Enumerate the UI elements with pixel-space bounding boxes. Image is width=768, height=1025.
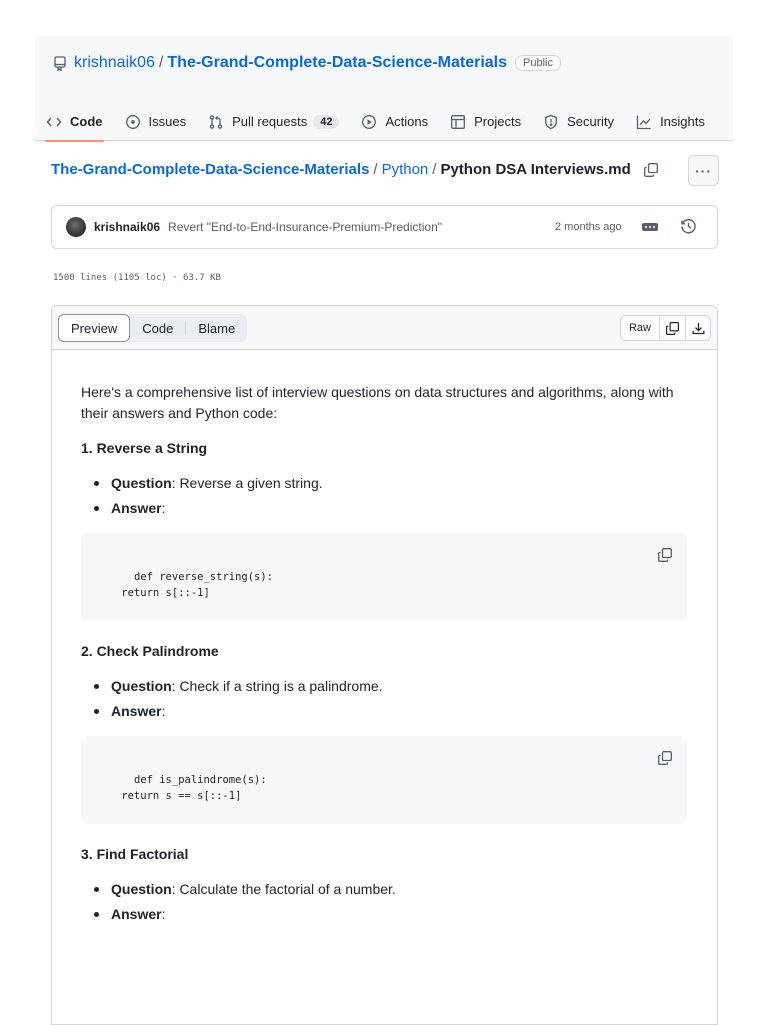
copy-path-icon[interactable] — [643, 162, 659, 178]
list-item — [111, 473, 687, 494]
file-viewer — [51, 305, 718, 1025]
breadcrumb-file-name: Python DSA Interviews.md — [440, 161, 631, 178]
graph-icon — [636, 114, 652, 130]
qa-list — [81, 676, 687, 722]
markdown-body — [52, 350, 717, 925]
pull-request-icon — [208, 114, 224, 130]
avatar[interactable] — [66, 217, 86, 237]
pull-requests-count: 42 — [313, 115, 339, 129]
commit-message-link[interactable]: Revert "End-to-End-Insurance-Premium-Prediction" — [168, 220, 443, 234]
view-mode-switch — [58, 314, 247, 342]
commit-author-link[interactable]: krishnaik06 — [94, 220, 161, 234]
file-meta: 1500 lines (1105 loc) · 63.7 KB — [53, 273, 221, 283]
repo-name-link[interactable]: The-Grand-Complete-Data-Science-Materials — [167, 54, 508, 71]
tab-actions-label: Actions — [385, 114, 429, 129]
commit-time[interactable]: 2 months ago — [555, 221, 622, 233]
tab-code[interactable] — [35, 102, 114, 141]
repo-owner-link[interactable]: krishnaik06 — [74, 54, 155, 71]
table-icon — [450, 114, 466, 130]
code-icon — [46, 114, 62, 130]
blame-button[interactable]: Blame — [198, 320, 236, 336]
download-icon[interactable] — [685, 316, 710, 340]
breadcrumb-separator: / — [432, 161, 437, 178]
code-text: def reverse_string(s): return s[::-1] — [121, 571, 274, 599]
ellipsis-icon[interactable] — [642, 223, 658, 231]
list-item — [111, 904, 687, 925]
history-icon[interactable] — [680, 218, 697, 235]
answer-suffix: : — [161, 500, 166, 516]
list-item — [111, 676, 687, 697]
tab-actions[interactable] — [350, 102, 439, 141]
tab-security[interactable] — [532, 102, 625, 141]
code-block — [81, 736, 687, 824]
tab-pull-requests-label: Pull requests — [232, 114, 308, 129]
list-item — [111, 701, 687, 722]
issue-icon — [125, 114, 141, 130]
tab-insights-label: Insights — [660, 114, 705, 129]
question-text: : Reverse a given string. — [171, 475, 323, 491]
answer-suffix: : — [161, 703, 166, 719]
repo-header — [35, 36, 733, 141]
code-block — [81, 533, 687, 621]
tab-projects[interactable] — [439, 102, 532, 141]
repo-title-separator: / — [158, 54, 164, 71]
tab-pull-requests[interactable] — [197, 102, 350, 141]
section-heading: 2. Check Palindrome — [81, 643, 219, 659]
play-icon — [361, 114, 377, 130]
copy-code-icon[interactable] — [657, 750, 673, 766]
question-label: Question — [111, 475, 172, 491]
answer-label: Answer — [111, 906, 162, 922]
code-text: def is_palindrome(s): return s == s[::-1] — [121, 774, 267, 802]
list-item — [111, 879, 687, 900]
copy-raw-icon[interactable] — [660, 316, 685, 340]
raw-actions — [620, 315, 711, 341]
answer-suffix: : — [161, 906, 166, 922]
latest-commit-bar — [51, 205, 718, 249]
code-view-button[interactable]: Code — [142, 320, 174, 336]
list-item — [111, 498, 687, 519]
breadcrumb — [51, 161, 659, 178]
breadcrumb-folder-link[interactable]: Python — [381, 161, 429, 178]
copy-code-icon[interactable] — [657, 547, 673, 563]
raw-button[interactable]: Raw — [621, 316, 660, 340]
answer-label: Answer — [111, 500, 162, 516]
tab-projects-label: Projects — [474, 114, 522, 129]
answer-label: Answer — [111, 703, 162, 719]
breadcrumb-separator: / — [373, 161, 378, 178]
qa-list — [81, 473, 687, 519]
visibility-badge: Public — [515, 55, 561, 71]
repo-icon — [52, 55, 68, 71]
tab-insights[interactable] — [625, 102, 716, 141]
preview-button[interactable]: Preview — [58, 314, 130, 342]
qa-list — [81, 879, 687, 925]
question-label: Question — [111, 881, 172, 897]
more-options-button[interactable] — [688, 155, 719, 186]
tab-issues-label: Issues — [148, 114, 187, 129]
shield-icon — [543, 114, 559, 130]
file-toolbar — [52, 306, 717, 350]
intro-paragraph: Here's a comprehensive list of interview questions on data structures and algorithms, along with their answers and Python code: — [81, 384, 674, 421]
question-text: : Check if a string is a palindrome. — [171, 678, 383, 694]
kebab-horizontal-icon: ··· — [695, 162, 712, 179]
tab-security-label: Security — [567, 114, 615, 129]
tab-code-label: Code — [70, 114, 103, 129]
breadcrumb-repo-link[interactable]: The-Grand-Complete-Data-Science-Materials — [51, 161, 370, 178]
tab-issues[interactable] — [114, 102, 198, 141]
section-heading: 1. Reverse a String — [81, 440, 208, 456]
repo-title — [52, 54, 561, 72]
section-heading: 3. Find Factorial — [81, 846, 189, 862]
repo-tabs — [35, 102, 716, 141]
question-text: : Calculate the factorial of a number. — [171, 881, 396, 897]
question-label: Question — [111, 678, 172, 694]
